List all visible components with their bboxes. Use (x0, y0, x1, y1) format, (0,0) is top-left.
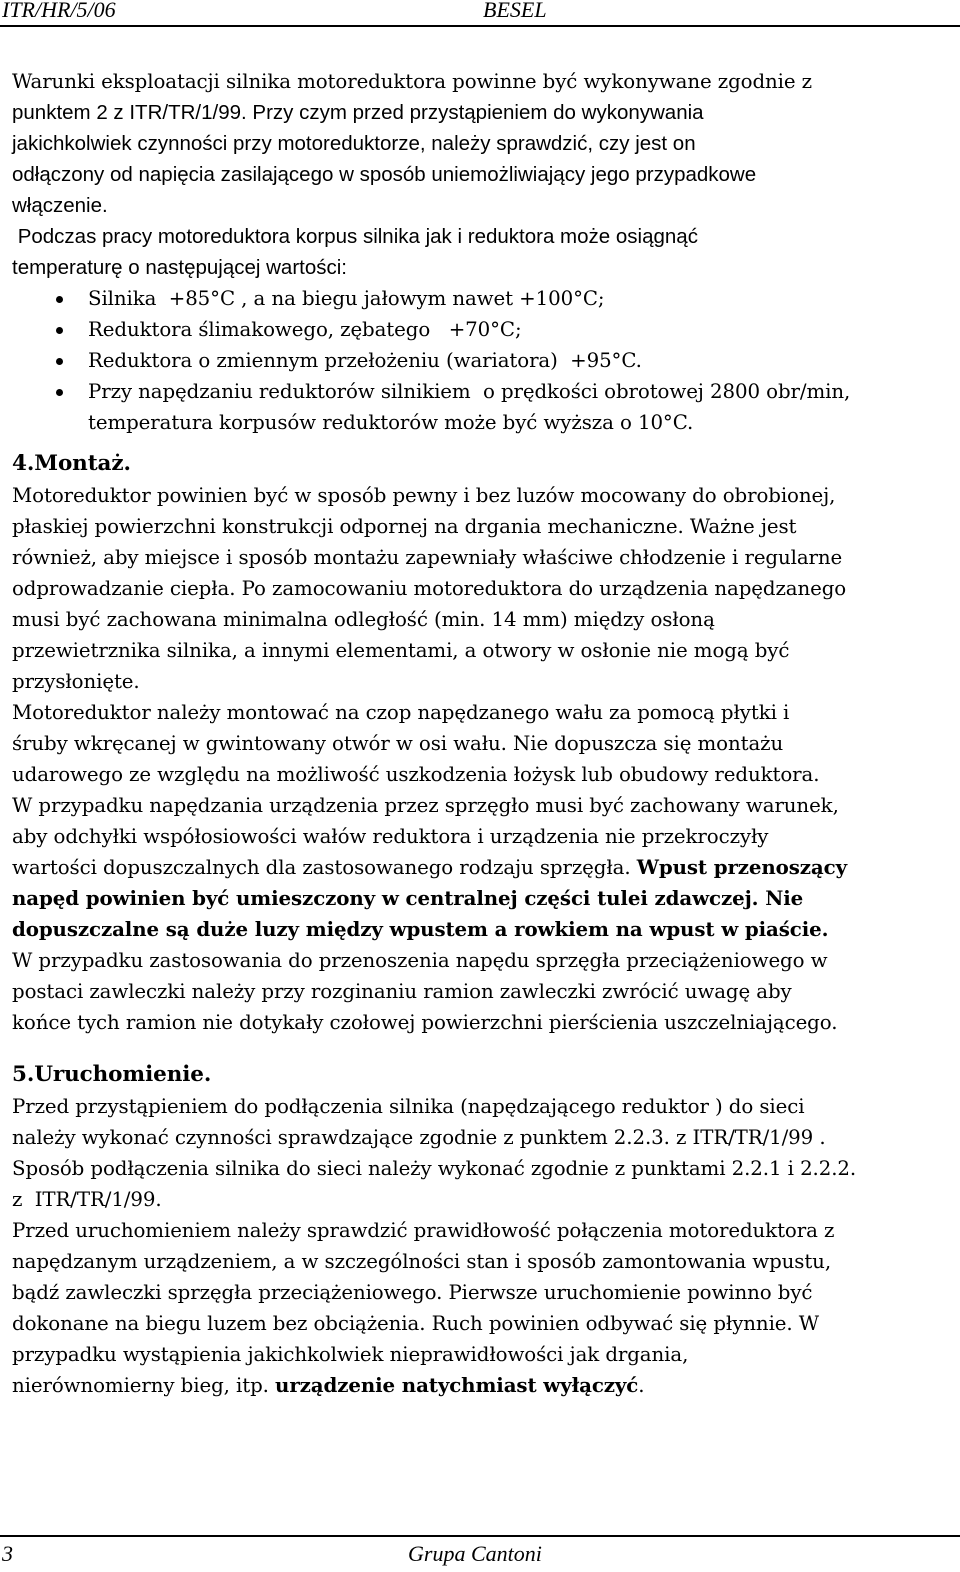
emphasis-line: dopuszczalne są duże luzy między wpustem a rowkiem na wpust w piaście. (12, 917, 829, 941)
section-line: bądź zawleczki sprzęgła przeciążeniowego. Pierwsze uruchomienie powinno być (12, 1281, 813, 1304)
doc-code: ITR/HR/5/06 (2, 0, 116, 22)
section-4 (12, 448, 956, 1038)
emphasis-text: Wpust przenoszący (636, 855, 847, 879)
intro-line: odłączony od napięcia zasilającego w sposób uniemożliwiający jego przypadkowe (12, 163, 757, 186)
list-item (12, 376, 956, 438)
section-line: udarowego ze względu na możliwość uszkodzenia łożysk lub obudowy reduktora. (12, 763, 820, 786)
intro-line: Warunki eksploatacji silnika motoreduktora powinne być wykonywane zgodnie z (12, 70, 812, 93)
section-line: W przypadku zastosowania do przenoszenia napędu sprzęgła przeciążeniowego w (12, 949, 828, 972)
intro-line: punktem 2 z ITR/TR/1/99. Przy czym przed przystąpieniem do wykonywania (12, 101, 704, 124)
section-line: Przed przystąpieniem do podłączenia silnika (napędzającego reduktor ) do sieci (12, 1095, 805, 1118)
temperature-line: temperaturę o następującej wartości: (12, 256, 348, 279)
page-number: 3 (2, 1541, 13, 1566)
list-item-text: Przy napędzaniu reduktorów silnikiem o prędkości obrotowej 2800 obr/min, (88, 380, 851, 403)
line-text: . (638, 1374, 645, 1397)
footer-group-name: Grupa Cantoni (408, 1541, 542, 1566)
intro-line: włączenie. (12, 194, 108, 217)
page-footer (0, 1535, 960, 1572)
list-item-text: Reduktora ślimakowego, zębatego +70°C; (88, 318, 522, 341)
section-line: W przypadku napędzania urządzenia przez sprzęgło musi być zachowany warunek, (12, 794, 839, 817)
list-item (12, 345, 956, 376)
section-line: napędzanym urządzeniem, a w szczególności stan i sposób zamontowania wpustu, (12, 1250, 832, 1273)
bullet-icon (56, 327, 63, 334)
section-line: musi być zachowana minimalna odległość (min. 14 mm) między osłoną (12, 608, 715, 631)
section-heading: 4.Montaż. (12, 451, 131, 476)
section-line: odprowadzanie ciepła. Po zamocowaniu motoreduktora do urządzenia napędzanego (12, 577, 847, 600)
section-line: również, aby miejsce i sposób montażu zapewniały właściwe chłodzenie i regularne (12, 546, 843, 569)
line-text: wartości dopuszczalnych dla zastosowanego rodzaju sprzęgła. (12, 856, 637, 879)
bullet-icon (56, 296, 63, 303)
list-item-text: Silnika +85°C , a na biegu jałowym nawet +100°C; (88, 287, 605, 310)
section-line: Motoreduktor należy montować na czop napędzanego wału za pomocą płytki i (12, 701, 790, 724)
section-line: końce tych ramion nie dotykały czołowej powierzchni pierścienia uszczelniającego. (12, 1011, 838, 1034)
bullet-icon (56, 358, 63, 365)
section-line: Sposób podłączenia silnika do sieci należy wykonać zgodnie z punktami 2.2.1 i 2.2.2. (12, 1157, 857, 1180)
spacer (12, 438, 956, 448)
emphasis-line: napęd powinien być umieszczony w centralnej części tulei zdawczej. Nie (12, 886, 804, 910)
section-line: należy wykonać czynności sprawdzające zgodnie z punktem 2.2.3. z ITR/TR/1/99 . (12, 1126, 826, 1149)
list-item (12, 283, 956, 314)
section-line: przysłonięte. (12, 670, 140, 693)
section-line (12, 1370, 956, 1401)
section-line: dokonane na biegu luzem bez obciążenia. Ruch powinien odbywać się płynnie. W (12, 1312, 820, 1335)
section-line: śruby wkręcanej w gwintowany otwór w osi wału. Nie dopuszcza się montażu (12, 732, 784, 755)
intro-paragraph (12, 66, 956, 221)
section-line: przewietrznika silnika, a innymi elementami, a otwory w osłonie nie mogą być (12, 639, 790, 662)
section-5 (12, 1059, 956, 1401)
section-line: aby odchyłki współosiowości wałów reduktora i urządzenia nie przekroczyły (12, 825, 769, 848)
section-line: postaci zawleczki należy przy rozginaniu ramion zawleczki zwrócić uwagę aby (12, 980, 792, 1003)
header-rule (0, 25, 960, 27)
section-heading: 5.Uruchomienie. (12, 1062, 212, 1087)
section-line: Przed uruchomieniem należy sprawdzić prawidłowość połączenia motoreduktora z (12, 1219, 835, 1242)
section-line: z ITR/TR/1/99. (12, 1188, 162, 1211)
emphasis-text: urządzenie natychmiast wyłączyć (275, 1373, 639, 1397)
spacer (12, 1038, 956, 1059)
list-item-text: Reduktora o zmiennym przełożeniu (wariatora) +95°C. (88, 349, 642, 372)
footer-rule (0, 1535, 960, 1537)
temperature-line: Podczas pracy motoreduktora korpus silnika jak i reduktora może osiągnąć (12, 225, 698, 248)
temperature-paragraph (12, 221, 956, 438)
company-name: BESEL (483, 0, 547, 22)
line-text: nierównomierny bieg, itp. (12, 1374, 276, 1397)
section-line: Motoreduktor powinien być w sposób pewny i bez luzów mocowany do obrobionej, (12, 484, 836, 507)
list-item (12, 314, 956, 345)
intro-line: jakichkolwiek czynności przy motoreduktorze, należy sprawdzić, czy jest on (12, 132, 696, 155)
section-line (12, 852, 956, 883)
bullet-icon (56, 389, 63, 396)
section-line: przypadku wystąpienia jakichkolwiek nieprawidłowości jak drgania, (12, 1343, 689, 1366)
section-line: płaskiej powierzchni konstrukcji odpornej na drgania mechaniczne. Ważne jest (12, 515, 797, 538)
list-item-text: temperatura korpusów reduktorów może być wyższa o 10°C. (88, 411, 694, 434)
temperature-list (12, 283, 956, 438)
document-body (12, 66, 956, 1401)
page-header (0, 0, 960, 26)
